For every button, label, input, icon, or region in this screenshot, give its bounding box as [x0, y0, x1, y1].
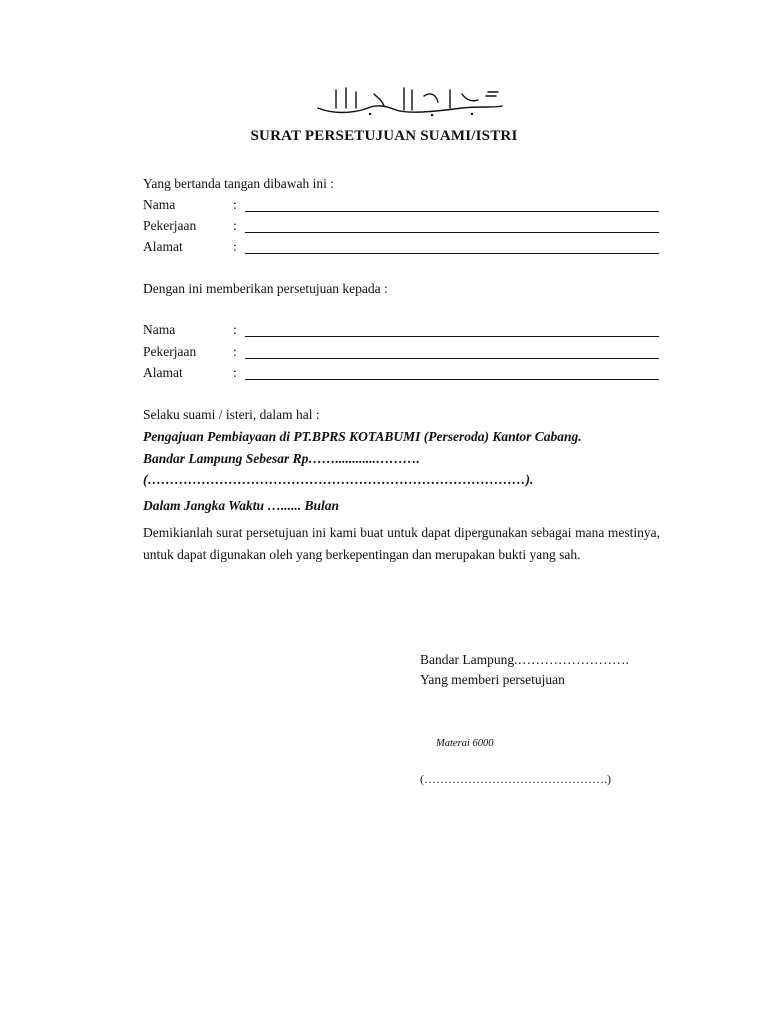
- place-date: Bandar Lampung.…………………….: [420, 652, 629, 667]
- closing-paragraph: Demikianlah surat persetujuan ini kami buat untuk dapat dipergunakan sebagai mana mestinya, untuk dapat digunakan oleh yang berkepentingan dan merupakan bukti yang sah.: [143, 525, 660, 562]
- section1-intro: Yang bertanda tangan dibawah ini :: [143, 176, 334, 191]
- term-line: Dalam Jangka Waktu …...... Bulan: [143, 498, 340, 513]
- section1-name-field[interactable]: [245, 211, 659, 212]
- section2-intro: Dengan ini memberikan persetujuan kepada :: [143, 281, 388, 296]
- section3-intro: Selaku suami / isteri, dalam hal :: [143, 407, 320, 422]
- document-title: SURAT PERSETUJUAN SUAMI/ISTRI: [250, 128, 518, 144]
- basmalah-calligraphy: [312, 84, 506, 118]
- section1-occupation-colon: :: [233, 218, 237, 233]
- section1-address-colon: :: [233, 239, 237, 254]
- section2-name-field[interactable]: [245, 336, 659, 337]
- signer-role: Yang memberi persetujuan: [420, 672, 565, 687]
- financing-application-line: Pengajuan Pembiayaan di PT.BPRS KOTABUMI (Perseroda) Kantor Cabang.: [143, 429, 582, 444]
- section2-occupation-field[interactable]: [245, 358, 659, 359]
- section2-address-colon: :: [233, 365, 237, 380]
- section1-address-label: Alamat: [143, 239, 183, 254]
- amount-line: Bandar Lampung Sebesar Rp……............……….: [143, 451, 420, 466]
- section1-occupation-field[interactable]: [245, 232, 659, 233]
- section2-address-label: Alamat: [143, 365, 183, 380]
- section2-address-field[interactable]: [245, 379, 659, 380]
- section2-name-colon: :: [233, 322, 237, 337]
- amount-words-line: (…………………………………………………………………………).: [143, 472, 534, 487]
- section1-address-field[interactable]: [245, 253, 659, 254]
- section1-name-colon: :: [233, 197, 237, 212]
- section1-occupation-label: Pekerjaan: [143, 218, 197, 233]
- signature-name-line: (……………………………………….): [420, 772, 611, 786]
- section2-name-label: Nama: [143, 322, 176, 337]
- section1-name-label: Nama: [143, 197, 176, 212]
- stamp-label: Materai 6000: [436, 738, 494, 749]
- section2-occupation-colon: :: [233, 344, 237, 359]
- section2-occupation-label: Pekerjaan: [143, 344, 197, 359]
